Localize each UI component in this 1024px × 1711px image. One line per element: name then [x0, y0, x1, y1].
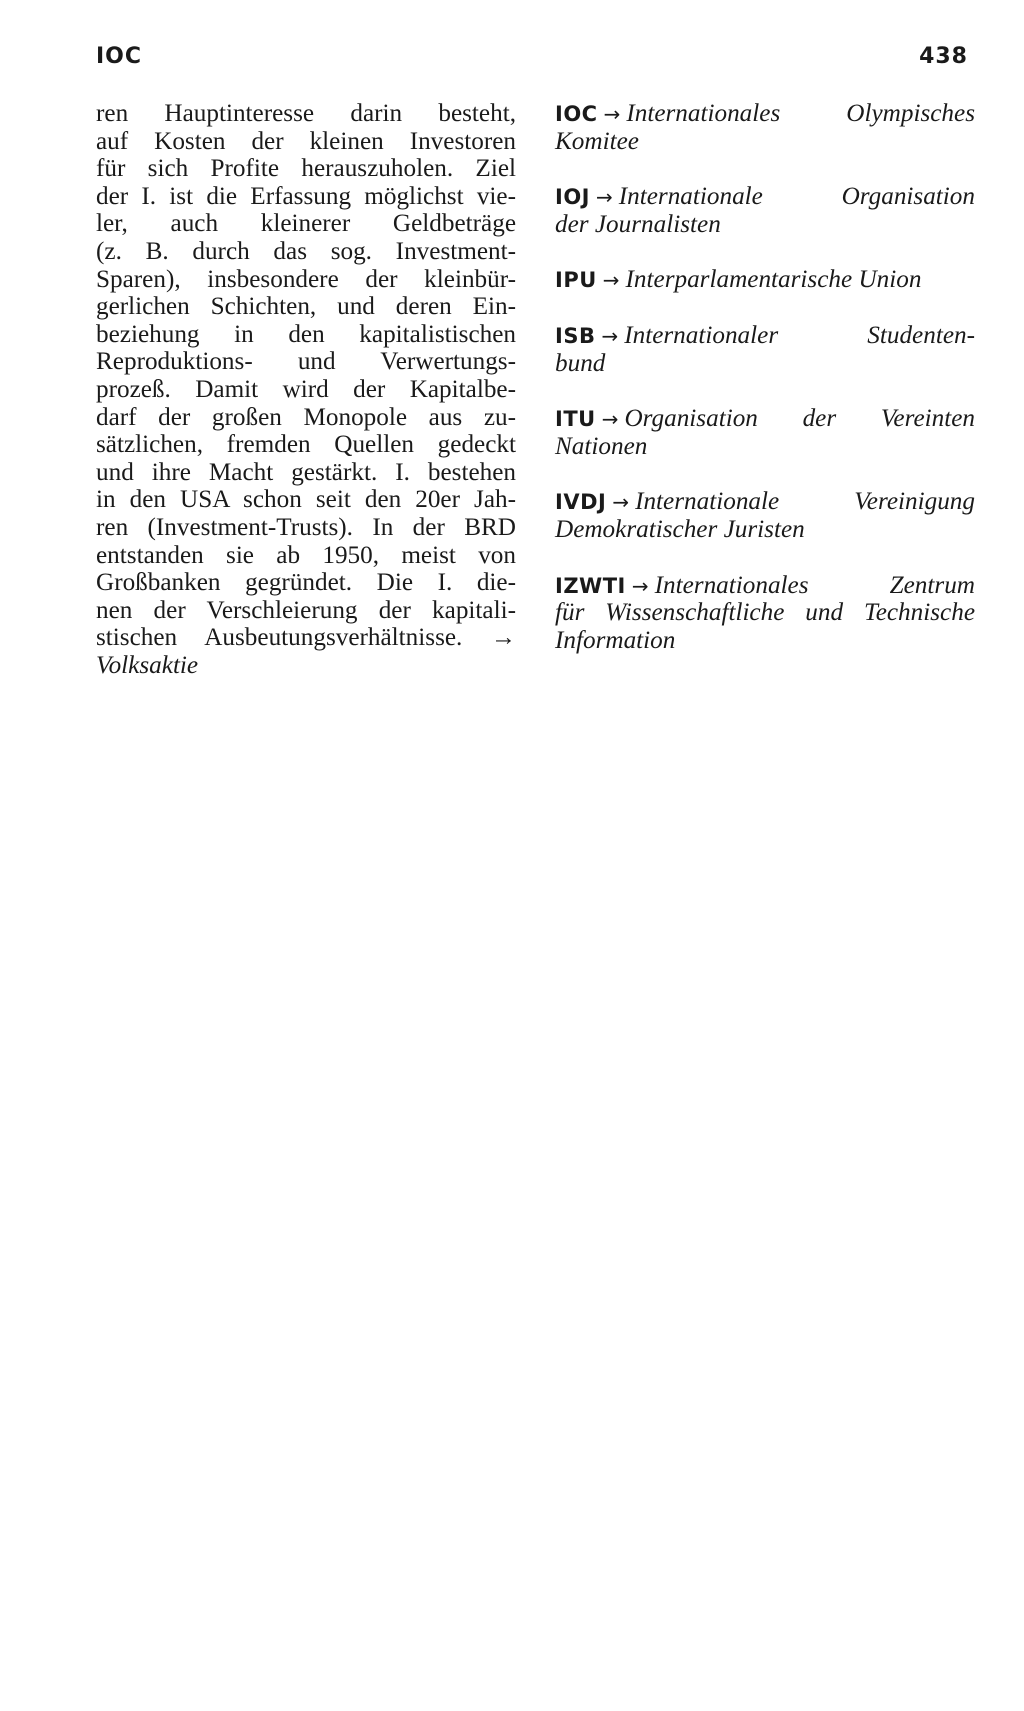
text-line: in den USA schon seit den 20er Jah-	[96, 486, 516, 514]
arrow-right-icon: →	[631, 573, 649, 598]
entry-abbreviation: IZWTI	[555, 573, 626, 598]
text-line: auf Kosten der kleinen Investoren	[96, 127, 516, 155]
text-line: (z. B. durch das sog. Investment-	[96, 237, 516, 265]
text-line: nen der Verschleierung der kapitali-	[96, 596, 516, 624]
text-line: ren (Investment-Trusts). In der BRD	[96, 513, 516, 541]
entry-reference[interactable]: Internationales Zentrum	[654, 571, 975, 599]
entry-reference-continued[interactable]: Nationen	[555, 432, 648, 460]
arrow-right-icon: →	[612, 490, 630, 515]
dictionary-entry	[555, 100, 975, 155]
entry-reference-continued[interactable]: Komitee	[555, 127, 639, 155]
entry-reference-continued[interactable]: bund	[555, 349, 606, 377]
text-line: ler, auch kleinerer Geldbeträge	[96, 210, 516, 238]
entry-reference-continued[interactable]: Information	[555, 626, 676, 654]
arrow-right-icon: →	[601, 323, 619, 348]
dictionary-entry	[555, 488, 975, 543]
arrow-right-icon: →	[595, 185, 613, 210]
dictionary-entry	[555, 572, 975, 655]
text-line: entstanden sie ab 1950, meist von	[96, 541, 516, 569]
text-line: ren Hauptinteresse darin besteht,	[96, 100, 516, 127]
text-line: Sparen), insbesondere der kleinbür-	[96, 265, 516, 293]
text-line: und ihre Macht gestärkt. I. bestehen	[96, 458, 516, 486]
dictionary-entry	[555, 405, 975, 460]
arrow-right-icon: →	[601, 407, 619, 432]
cross-reference-link[interactable]: Volksaktie	[96, 651, 199, 679]
text-line: für sich Profite herauszuholen. Ziel	[96, 155, 516, 183]
entry-reference[interactable]: Internationales Olympisches	[626, 100, 975, 127]
dictionary-entry	[555, 322, 975, 377]
right-column-entries	[555, 100, 975, 682]
entry-reference-continued[interactable]: für Wissenschaftliche und Technische	[555, 599, 975, 627]
entry-reference[interactable]: Internationale Organisation	[618, 183, 975, 211]
entry-first-line	[555, 572, 975, 600]
text-line: sätzlichen, fremden Quellen gedeckt	[96, 431, 516, 459]
left-column-text	[96, 100, 516, 679]
entry-first-line	[555, 322, 975, 350]
entry-abbreviation: IVDJ	[555, 490, 607, 515]
entry-abbreviation: ISB	[555, 323, 596, 348]
dictionary-entry	[555, 266, 975, 294]
entry-first-line	[555, 488, 975, 516]
entry-abbreviation: IOJ	[555, 185, 590, 210]
entry-first-line	[555, 266, 975, 294]
entry-abbreviation: IOC	[555, 102, 598, 126]
text-line: Reproduktions- und Verwertungs-	[96, 348, 516, 376]
entry-reference[interactable]: Organisation der Vereinten	[624, 405, 975, 433]
text-line: Großbanken gegründet. Die I. die-	[96, 569, 516, 597]
entry-reference[interactable]: Internationale Vereinigung	[635, 488, 975, 516]
text-line: darf der großen Monopole aus zu-	[96, 403, 516, 431]
entry-reference-continued[interactable]: Demokratischer Juristen	[555, 515, 805, 543]
page-number: 438	[919, 44, 968, 69]
entry-first-line	[555, 100, 975, 128]
text-line: stischen Ausbeutungsverhältnisse. →	[96, 624, 516, 652]
running-head-keyword: IOC	[96, 44, 143, 69]
arrow-right-icon: →	[603, 102, 621, 126]
text-line: beziehung in den kapitalistischen	[96, 320, 516, 348]
dictionary-entry	[555, 183, 975, 238]
entry-reference-continued[interactable]: der Journalisten	[555, 210, 721, 238]
entry-reference[interactable]: Internationaler Studenten-	[624, 321, 975, 349]
entry-abbreviation: ITU	[555, 407, 596, 432]
text-line: gerlichen Schichten, und deren Ein-	[96, 293, 516, 321]
arrow-right-icon: →	[602, 268, 620, 293]
entry-first-line	[555, 183, 975, 211]
entry-abbreviation: IPU	[555, 268, 597, 293]
entry-reference[interactable]: Interparlamentarische Union	[625, 266, 922, 294]
entry-first-line	[555, 405, 975, 433]
text-line: prozeß. Damit wird der Kapitalbe-	[96, 375, 516, 403]
text-line: der I. ist die Erfassung möglichst vie-	[96, 182, 516, 210]
